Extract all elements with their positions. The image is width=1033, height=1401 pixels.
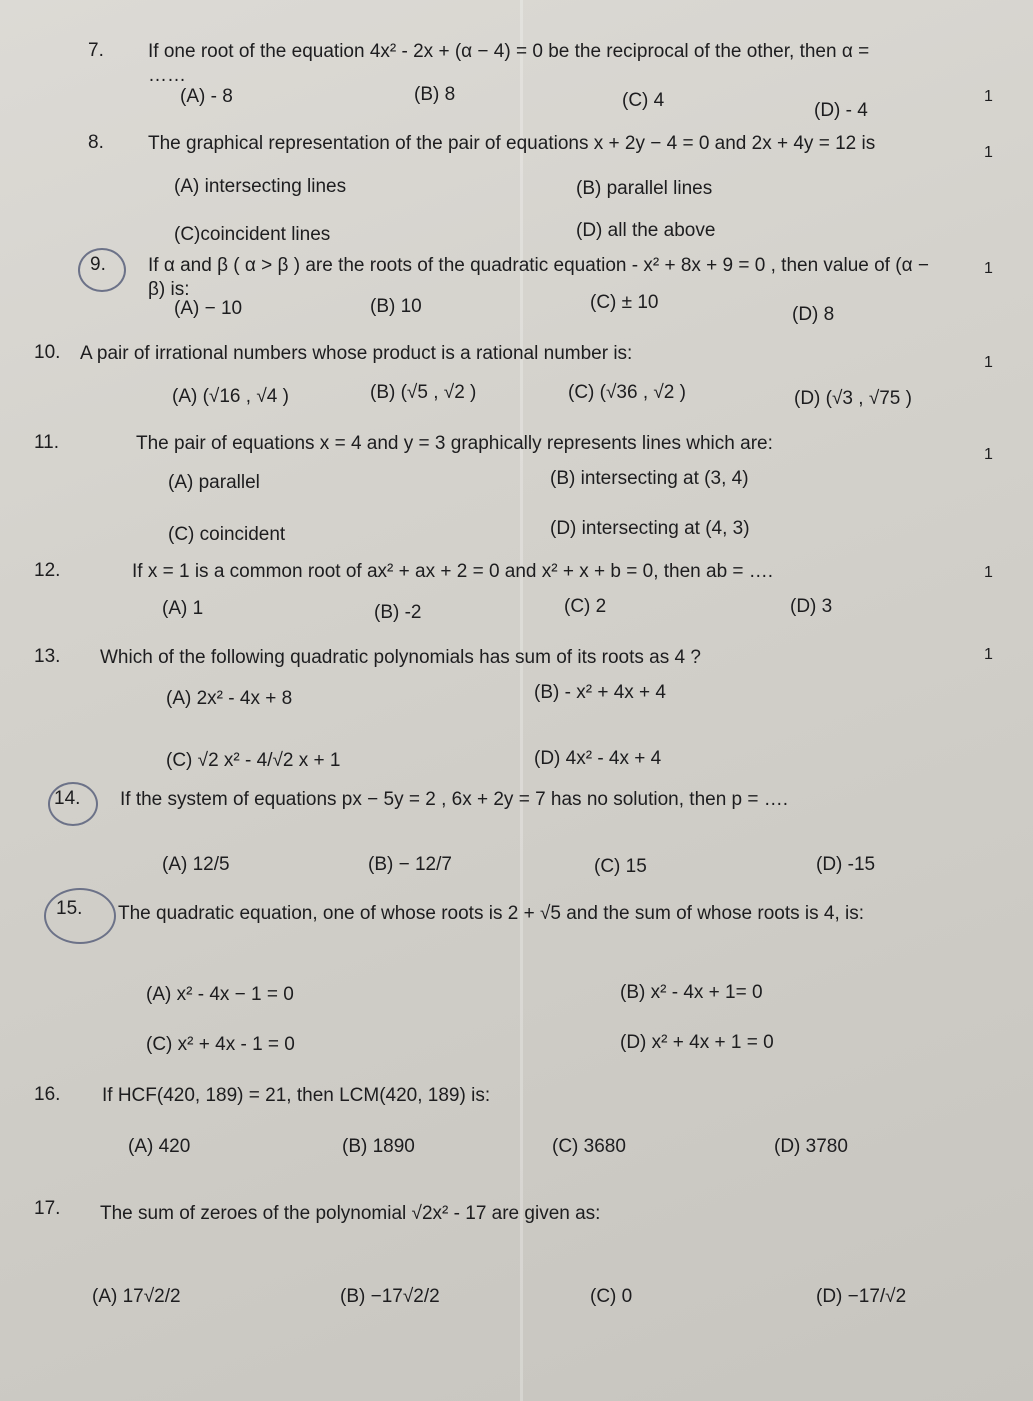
option-a: (A) 2x² - 4x + 8 <box>166 688 293 709</box>
question-number: 8. <box>88 132 104 153</box>
option-d: (D) 4x² - 4x + 4 <box>534 748 662 769</box>
question-stem: A pair of irrational numbers whose product is a rational number is: <box>80 343 633 364</box>
option-a: (A) − 10 <box>174 298 243 319</box>
question-14 <box>34 788 1004 888</box>
option-b: (B) - x² + 4x + 4 <box>534 682 666 703</box>
option-c: (C) coincident <box>168 524 286 545</box>
question-stem: The sum of zeroes of the polynomial √2x² - 17 are given as: <box>100 1203 601 1224</box>
question-stem: If x = 1 is a common root of ax² + ax + 2 = 0 and x² + x + b = 0, then ab = …. <box>132 561 774 582</box>
option-c: (C) 3680 <box>552 1136 626 1157</box>
option-d: (D) intersecting at (4, 3) <box>550 518 750 539</box>
question-13 <box>34 646 1004 776</box>
option-c: (C) 15 <box>594 856 647 877</box>
option-d: (D) -15 <box>816 854 876 875</box>
question-12 <box>34 560 1004 630</box>
question-marks: 1 <box>984 564 993 581</box>
question-15 <box>34 892 1004 1062</box>
question-number: 11. <box>34 432 60 453</box>
option-d: (D) - 4 <box>814 100 868 121</box>
question-number: 17. <box>34 1198 61 1219</box>
option-a: (A) (√16 , √4 ) <box>172 386 289 407</box>
question-number: 7. <box>88 40 104 61</box>
option-c: (C) (√36 , √2 ) <box>568 382 686 403</box>
option-c: (C)coincident lines <box>174 224 331 245</box>
question-number: 13. <box>34 646 61 667</box>
question-stem: The pair of equations x = 4 and y = 3 graphically represents lines which are: <box>136 433 773 454</box>
option-a: (A) 17√2/2 <box>92 1286 181 1307</box>
option-b: (B) x² - 4x + 1= 0 <box>620 982 763 1003</box>
question-marks: 1 <box>984 88 993 105</box>
question-number: 16. <box>34 1084 61 1105</box>
option-b: (B) -2 <box>374 602 422 623</box>
option-a: (A) 1 <box>162 598 204 619</box>
question-stem: If α and β ( α > β ) are the roots of the quadratic equation - x² + 8x + 9 = 0 , then value of (α − β) is: <box>148 255 929 300</box>
question-marks: 1 <box>984 354 993 371</box>
option-c: (C) 2 <box>564 596 607 617</box>
question-7 <box>34 40 1004 120</box>
option-b: (B) 8 <box>414 84 456 105</box>
option-b: (B) − 12/7 <box>368 854 452 875</box>
question-9 <box>34 254 1004 324</box>
option-b: (B) parallel lines <box>576 178 713 199</box>
option-b: (B) −17√2/2 <box>340 1286 440 1307</box>
option-a: (A) 420 <box>128 1136 191 1157</box>
option-c: (C) ± 10 <box>590 292 659 313</box>
question-17 <box>34 1198 1004 1338</box>
option-c: (C) 4 <box>622 90 665 111</box>
question-stem: The quadratic equation, one of whose roots is 2 + √5 and the sum of whose roots is 4, is: <box>118 903 865 924</box>
question-10 <box>34 342 1004 412</box>
question-number: 15. <box>56 898 83 919</box>
option-a: (A) intersecting lines <box>174 176 347 197</box>
option-a: (A) parallel <box>168 472 260 493</box>
option-c: (C) 0 <box>590 1286 633 1307</box>
option-b: (B) (√5 , √2 ) <box>370 382 477 403</box>
question-stem: Which of the following quadratic polynomials has sum of its roots as 4 ? <box>100 647 701 668</box>
question-stem: The graphical representation of the pair of equations x + 2y − 4 = 0 and 2x + 4y = 12 is <box>148 133 876 154</box>
option-b: (B) intersecting at (3, 4) <box>550 468 749 489</box>
option-d: (D) 8 <box>792 304 835 325</box>
question-marks: 1 <box>984 260 993 277</box>
question-number: 9. <box>90 254 106 275</box>
option-d: (D) 3780 <box>774 1136 848 1157</box>
option-d: (D) 3 <box>790 596 833 617</box>
question-8 <box>34 132 1004 245</box>
option-b: (B) 1890 <box>342 1136 415 1157</box>
question-stem: If HCF(420, 189) = 21, then LCM(420, 189) is: <box>102 1085 491 1106</box>
question-stem: If one root of the equation 4x² - 2x + (α − 4) = 0 be the reciprocal of the other, then α = …… <box>148 41 870 86</box>
option-d: (D) all the above <box>576 220 716 241</box>
question-marks: 1 <box>984 144 993 161</box>
option-a: (A) - 8 <box>180 86 233 107</box>
question-stem: If the system of equations px − 5y = 2 , 6x + 2y = 7 has no solution, then p = …. <box>120 789 789 810</box>
option-a: (A) 12/5 <box>162 854 230 875</box>
option-b: (B) 10 <box>370 296 422 317</box>
option-d: (D) (√3 , √75 ) <box>794 388 912 409</box>
option-a: (A) x² - 4x − 1 = 0 <box>146 984 294 1005</box>
question-number: 10. <box>34 342 61 363</box>
question-marks: 1 <box>984 446 993 463</box>
question-number: 12. <box>34 560 61 581</box>
question-11 <box>34 432 1004 545</box>
option-c: (C) √2 x² - 4/√2 x + 1 <box>166 750 341 771</box>
option-c: (C) x² + 4x - 1 = 0 <box>146 1034 295 1055</box>
question-number: 14. <box>54 788 81 809</box>
question-16 <box>34 1084 1004 1174</box>
question-marks: 1 <box>984 646 993 663</box>
option-d: (D) x² + 4x + 1 = 0 <box>620 1032 774 1053</box>
option-d: (D) −17/√2 <box>816 1286 907 1307</box>
